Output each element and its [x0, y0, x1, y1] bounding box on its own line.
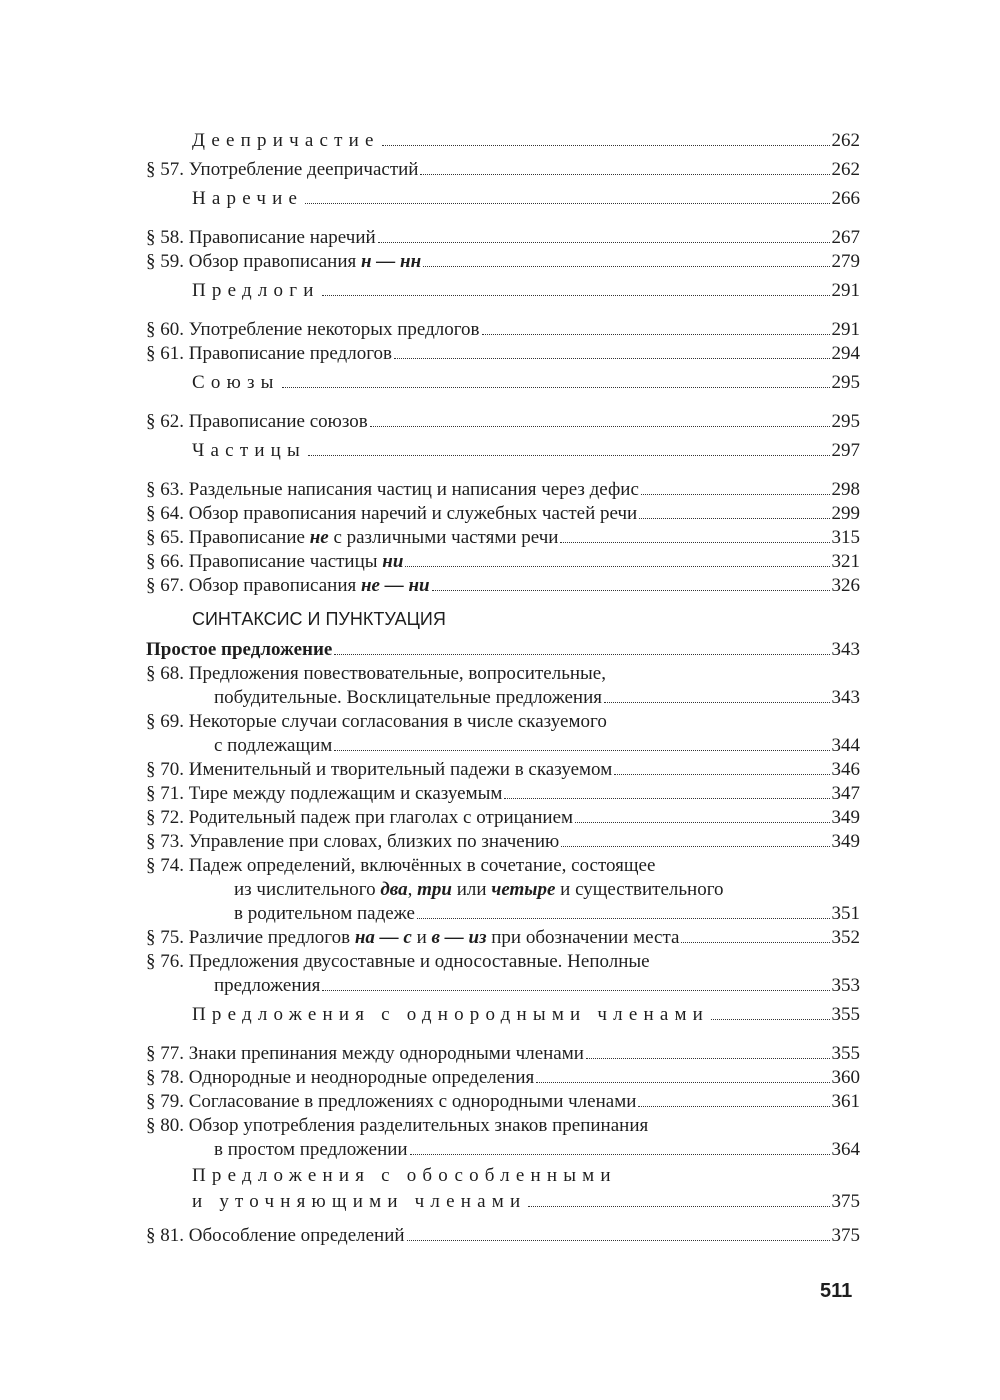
toc-page: 355 [831, 1004, 860, 1025]
toc-title: Управление при словах, близких по значению [188, 831, 560, 852]
toc-title: Именительный и творительный падежи в сказуемом [188, 759, 613, 780]
toc-number: § 73. [146, 831, 184, 852]
toc-emphasis: на — с [354, 927, 412, 948]
toc-page: 364 [831, 1139, 860, 1160]
toc-entry [146, 1090, 860, 1114]
toc-number: § 61. [146, 343, 184, 364]
toc-section [146, 998, 860, 1032]
toc-number: § 60. [146, 319, 184, 340]
toc-title: Употребление некоторых предлогов [188, 319, 480, 340]
toc-number: § 74. [146, 855, 184, 876]
toc-entry-continuation [146, 974, 860, 998]
toc-page: 375 [831, 1225, 860, 1246]
toc-entry-continuation [146, 1138, 860, 1162]
toc-title: Предложения двусоставные и односоставные. Неполные [188, 951, 650, 972]
toc-title: Обзор употребления разделительных знаков препинания [188, 1115, 649, 1136]
toc-page: 349 [831, 831, 860, 852]
toc-section-title: Предложения с однородными членами [192, 1004, 710, 1025]
toc-number: § 64. [146, 503, 184, 524]
toc-title: Различие предлогов [188, 927, 355, 948]
toc-title: Тире между подлежащим и сказуемым [188, 783, 503, 804]
toc-entry [146, 478, 860, 502]
toc-number: § 71. [146, 783, 184, 804]
toc-page: 291 [831, 319, 860, 340]
toc-page: 349 [831, 807, 860, 828]
toc-section [146, 274, 860, 308]
toc-entry [146, 950, 860, 974]
toc-title: Правописание частицы [188, 551, 383, 572]
toc-page: 343 [831, 687, 860, 708]
toc-entry [146, 662, 860, 686]
leader-dots [711, 1019, 829, 1020]
toc-number: § 70. [146, 759, 184, 780]
toc-page: 346 [831, 759, 860, 780]
toc-emphasis: четыре [491, 879, 556, 900]
leader-dots [334, 750, 829, 751]
toc-entry [146, 710, 860, 734]
toc-page: 267 [831, 227, 860, 248]
toc-title-line2: предложения [214, 975, 321, 996]
toc-entry: § 75. Различие предлогов на — с и в — из при обозначении места 352 [146, 927, 860, 948]
toc-page: 321 [831, 551, 860, 572]
toc-number: § 72. [146, 807, 184, 828]
toc-page: 295 [831, 372, 860, 393]
leader-dots [482, 334, 830, 335]
toc-section-title: Деепричастие [192, 130, 380, 151]
toc-entry-continuation [146, 686, 860, 710]
toc-chapter [146, 638, 860, 662]
page-number: 511 [820, 1280, 853, 1302]
toc-entry [146, 574, 860, 598]
toc-emphasis: в — из [431, 927, 487, 948]
toc-entry [146, 854, 860, 878]
toc-number: § 57. [146, 159, 184, 180]
leader-dots [382, 145, 830, 146]
toc-number: § 75. [146, 927, 184, 948]
toc-entry [146, 502, 860, 526]
toc-entry [146, 550, 860, 574]
toc-title: Правописание предлогов [188, 343, 392, 364]
toc-entry [146, 526, 860, 550]
toc-entry [146, 226, 860, 250]
toc-title: Падеж определений, включённых в сочетание, состоящее [188, 855, 656, 876]
toc-entry [146, 806, 860, 830]
toc-title: Раздельные написания частиц и написания через дефис [188, 479, 639, 500]
toc-title-line2: из числительного [234, 879, 381, 900]
leader-dots [614, 774, 829, 775]
leader-dots [407, 1240, 830, 1241]
toc-page: 343 [831, 639, 860, 660]
leader-dots [370, 426, 830, 427]
leader-dots [423, 266, 829, 267]
leader-dots [305, 203, 829, 204]
part-heading: СИНТАКСИС И ПУНКТУАЦИЯ [192, 609, 446, 629]
toc-page: 351 [831, 903, 860, 924]
toc-page: 344 [831, 735, 860, 756]
toc-emphasis: н — нн [360, 251, 422, 272]
toc-number: § 77. [146, 1043, 184, 1064]
toc-section-continuation [146, 1190, 860, 1214]
toc-page: 294 [831, 343, 860, 364]
leader-dots [394, 358, 830, 359]
toc-page: 375 [831, 1191, 860, 1212]
toc-page: 279 [831, 251, 860, 272]
toc-title-line2: с подлежащим [214, 735, 333, 756]
toc-section-title: Предложения с обособленными [192, 1165, 617, 1186]
toc-page: 326 [831, 575, 860, 596]
leader-dots [504, 798, 829, 799]
toc-number: § 66. [146, 551, 184, 572]
toc-title: Правописание наречий [188, 227, 376, 248]
toc-title: Родительный падеж при глаголах с отрицанием [188, 807, 574, 828]
toc-page: 291 [831, 280, 860, 301]
leader-dots [322, 990, 829, 991]
toc-title-line2: в простом предложении [214, 1139, 408, 1160]
toc-title: Употребление деепричастий [188, 159, 419, 180]
toc-chapter-title: Простое предложение [146, 639, 333, 660]
toc-title: Обзор правописания [188, 251, 361, 272]
toc-title: Правописание [188, 527, 310, 548]
toc-page: 315 [831, 527, 860, 548]
toc-number: § 78. [146, 1067, 184, 1088]
toc-entry [146, 1224, 860, 1248]
toc-entry [146, 410, 860, 434]
toc-number: § 67. [146, 575, 184, 596]
toc-emphasis: три [417, 879, 453, 900]
toc-title-rest: с различными частями речи [328, 527, 559, 548]
toc-number: § 76. [146, 951, 184, 972]
toc-section-title: Наречие [192, 188, 304, 209]
toc-page: 353 [831, 975, 860, 996]
toc-title: Обособление определений [188, 1225, 405, 1246]
toc-number: § 69. [146, 711, 184, 732]
leader-dots [575, 822, 829, 823]
toc-title-line3: в родительном падеже [234, 903, 415, 924]
toc-section-title-line2: и уточняющими членами [192, 1191, 527, 1212]
toc-page: 262 [831, 159, 860, 180]
leader-dots [560, 542, 829, 543]
toc-number: § 58. [146, 227, 184, 248]
toc-number: § 80. [146, 1115, 184, 1136]
toc-section-title: Предлоги [192, 280, 320, 301]
toc-entry [146, 830, 860, 854]
toc-entry [146, 158, 860, 182]
leader-dots [405, 566, 829, 567]
leader-dots [638, 1106, 829, 1107]
toc-page: 347 [831, 783, 860, 804]
toc-section-title: Союзы [192, 372, 280, 393]
table-of-contents [146, 124, 860, 1248]
leader-dots [586, 1058, 830, 1059]
leader-dots [322, 295, 830, 296]
toc-title: Предложения повествовательные, вопросительные, [188, 663, 606, 684]
toc-title: Обзор правописания наречий и служебных частей речи [188, 503, 638, 524]
toc-entry [146, 1114, 860, 1138]
toc-entry-continuation: из числительного два, три или четыре и существительного [234, 879, 724, 900]
toc-page: 295 [831, 411, 860, 432]
toc-emphasis: не [309, 527, 329, 548]
toc-entry [146, 758, 860, 782]
toc-entry [146, 782, 860, 806]
leader-dots [641, 494, 830, 495]
leader-dots [536, 1082, 829, 1083]
toc-title: Однородные и неоднородные определения [188, 1067, 535, 1088]
toc-emphasis: ни [382, 551, 404, 572]
toc-page: 352 [831, 927, 860, 948]
leader-dots [282, 387, 830, 388]
toc-section [146, 366, 860, 400]
toc-page: 266 [831, 188, 860, 209]
toc-page: 360 [831, 1067, 860, 1088]
leader-dots [308, 455, 829, 456]
leader-dots [410, 1154, 830, 1155]
toc-section [146, 124, 860, 158]
leader-dots [528, 1206, 829, 1207]
toc-number: § 65. [146, 527, 184, 548]
leader-dots [639, 518, 829, 519]
toc-title: Обзор правописания [188, 575, 361, 596]
toc-entry [146, 1066, 860, 1090]
toc-section [146, 182, 860, 216]
toc-number: § 68. [146, 663, 184, 684]
toc-title: Правописание союзов [188, 411, 368, 432]
leader-dots [420, 174, 829, 175]
leader-dots [334, 654, 829, 655]
toc-section [146, 434, 860, 468]
toc-page: 361 [831, 1091, 860, 1112]
toc-entry-continuation [146, 734, 860, 758]
leader-dots [378, 242, 830, 243]
toc-emphasis: не — ни [360, 575, 430, 596]
toc-entry [146, 1042, 860, 1066]
toc-section-title: Частицы [192, 440, 307, 461]
toc-page: 355 [831, 1043, 860, 1064]
toc-number: § 79. [146, 1091, 184, 1112]
toc-page: 262 [831, 130, 860, 151]
leader-dots [432, 590, 830, 591]
toc-page: 298 [831, 479, 860, 500]
leader-dots [417, 918, 830, 919]
toc-title-line2: побудительные. Восклицательные предложения [214, 687, 602, 708]
toc-page: 299 [831, 503, 860, 524]
toc-number: § 59. [146, 251, 184, 272]
toc-number: § 62. [146, 411, 184, 432]
toc-section [146, 1162, 860, 1190]
leader-dots [561, 846, 829, 847]
toc-entry [146, 318, 860, 342]
leader-dots [681, 942, 829, 943]
toc-title: Знаки препинания между однородными членами [188, 1043, 584, 1064]
toc-entry [146, 342, 860, 366]
toc-number: § 81. [146, 1225, 184, 1246]
toc-entry-continuation [146, 902, 860, 926]
toc-emphasis: два [380, 879, 408, 900]
toc-entry [146, 250, 860, 274]
toc-title: Некоторые случаи согласования в числе сказуемого [188, 711, 607, 732]
toc-title: Согласование в предложениях с однородными членами [188, 1091, 637, 1112]
toc-number: § 63. [146, 479, 184, 500]
leader-dots [604, 702, 830, 703]
toc-page: 297 [831, 440, 860, 461]
